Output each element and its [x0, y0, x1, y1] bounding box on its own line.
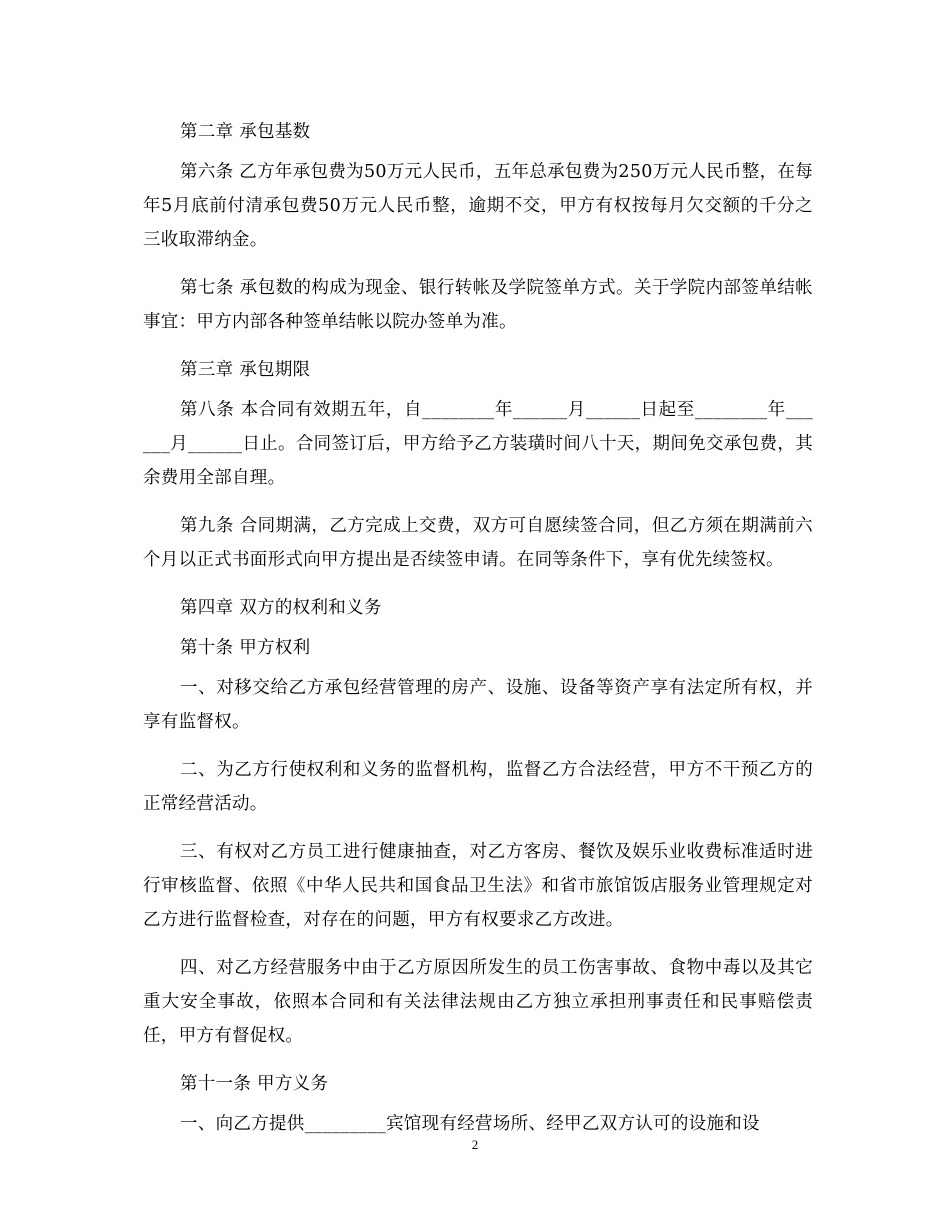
article-10-item-3: 三、有权对乙方员工进行健康抽查，对乙方客房、餐饮及娱乐业收费标准适时进行审核监督、依照《中华人民共和国食品卫生法》和省市旅馆饭店服务业管理规定对乙方进行监督检查，对存在的问题，甲方有权要求乙方改进。 [143, 842, 813, 930]
article-11-heading: 第十一条 甲方义务 [180, 1074, 329, 1094]
document-body [143, 115, 813, 1155]
page-number: 2 [471, 1137, 479, 1152]
article-10-heading: 第十条 甲方权利 [180, 638, 311, 658]
article-8: 第八条 本合同有效期五年，自________年______月______日起至________年______月______日止。合同签订后，甲方给予乙方装璜时间八十天，期间免交承包费，其余费用全部自理。 [143, 400, 813, 488]
chapter-2-heading: 第二章 承包基数 [180, 122, 311, 142]
article-10-item-1: 一、对移交给乙方承包经营管理的房产、设施、设备等资产享有法定所有权，并享有监督权。 [143, 678, 813, 732]
article-7: 第七条 承包数的构成为现金、银行转帐及学院签单方式。关于学院内部签单结帐事宜：甲方内部各种签单结帐以院办签单为准。 [143, 278, 813, 332]
article-10-item-2: 二、为乙方行使权利和义务的监督机构，监督乙方合法经营，甲方不干预乙方的正常经营活动。 [143, 760, 813, 814]
chapter-3-heading: 第三章 承包期限 [180, 360, 311, 380]
article-11-item-1: 一、向乙方提供_________宾馆现有经营场所、经甲乙双方认可的设施和设 [180, 1114, 760, 1134]
article-9: 第九条 合同期满，乙方完成上交费，双方可自愿续签合同，但乙方须在期满前六个月以正式书面形式向甲方提出是否续签申请。在同等条件下，享有优先续签权。 [143, 516, 813, 570]
article-6: 第六条 乙方年承包费为50万元人民币，五年总承包费为250万元人民币整，在每年5月底前付清承包费50万元人民币整，逾期不交，甲方有权按每月欠交额的千分之三收取滞纳金。 [143, 162, 813, 250]
chapter-4-heading: 第四章 双方的权利和义务 [180, 598, 382, 618]
article-10-item-4: 四、对乙方经营服务中由于乙方原因所发生的员工伤害事故、食物中毒以及其它重大安全事故，依照本合同和有关法律法规由乙方独立承担刑事责任和民事赔偿责任，甲方有督促权。 [143, 958, 813, 1046]
